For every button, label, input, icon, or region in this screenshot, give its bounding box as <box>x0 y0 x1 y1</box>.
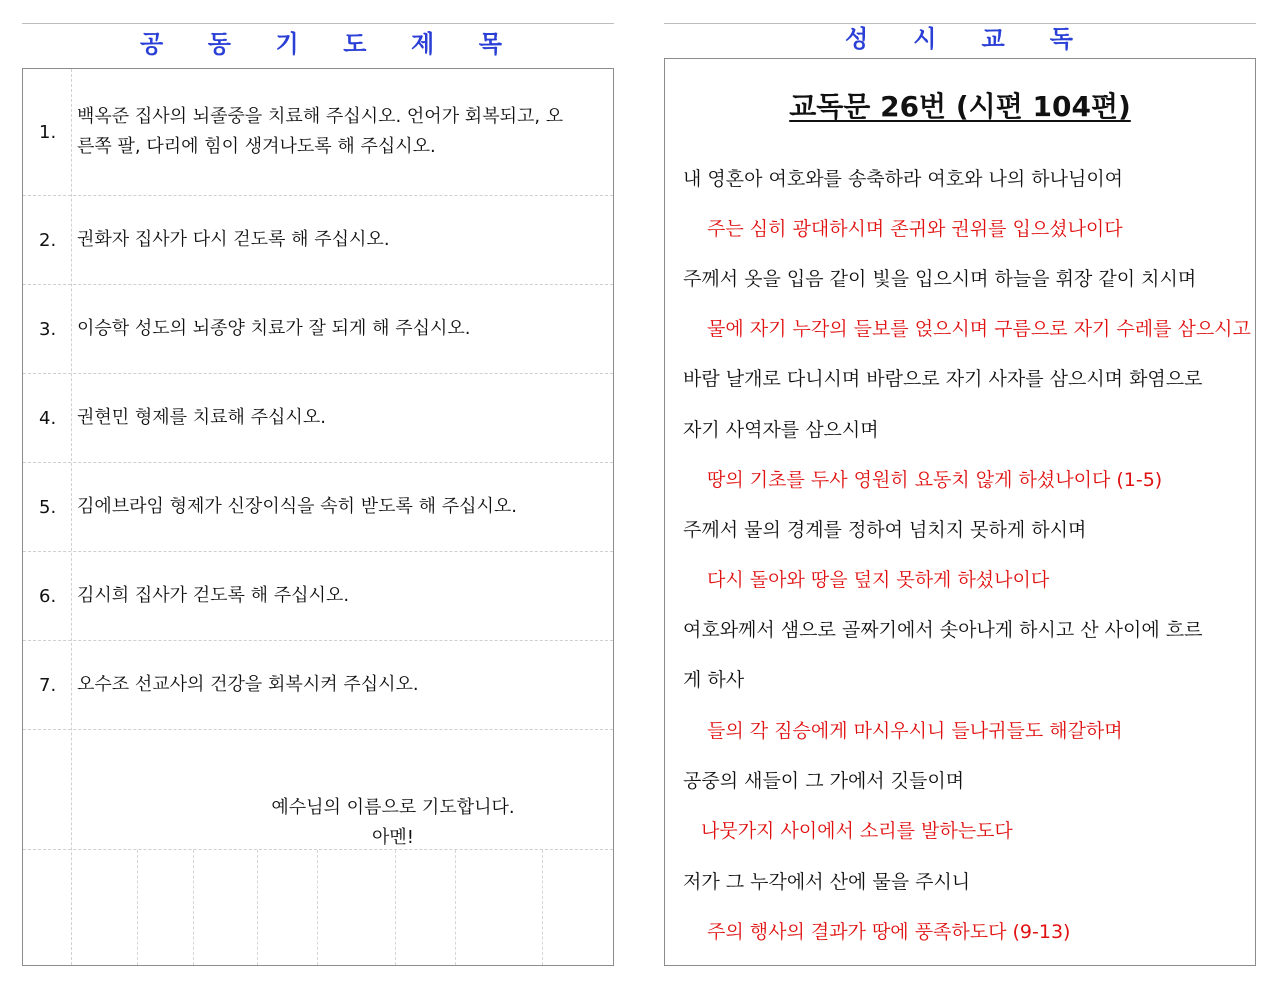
title-char: 성 <box>845 25 869 53</box>
prayer-item <box>23 196 613 285</box>
responsive-line-leader: 자기 사역자를 삼으시며 <box>683 419 879 441</box>
prayer-item <box>23 374 613 463</box>
title-char: 독 <box>1049 25 1073 53</box>
responsive-line-leader: 주께서 물의 경계를 정하여 넘치지 못하게 하시며 <box>683 519 1087 541</box>
responsive-line-congregation: 주의 행사의 결과가 땅에 풍족하도다 (9-13) <box>707 921 1071 943</box>
grid-line <box>193 850 194 965</box>
reading-title-text: 교독문 26번 (시편 104편) <box>789 90 1131 123</box>
responsive-line-congregation: 물에 자기 누각의 들보를 얹으시며 구름으로 자기 수레를 삼으시고 <box>707 318 1251 340</box>
prayer-section-title <box>140 30 502 58</box>
left-top-rule <box>22 23 614 24</box>
prayer-item <box>23 69 613 196</box>
prayer-text: 김에브라임 형제가 신장이식을 속히 받도록 해 주십시오. <box>77 496 517 517</box>
grid-line <box>257 850 258 965</box>
prayer-item <box>23 463 613 552</box>
responsive-line-leader: 게 하사 <box>683 669 745 691</box>
prayer-text: 권현민 형제를 치료해 주십시오. <box>77 407 326 428</box>
prayer-text: 이승학 성도의 뇌종양 치료가 잘 되게 해 주십시오. <box>77 318 471 339</box>
prayer-number: 2. <box>39 229 57 251</box>
closing-amen: 아멘! <box>372 827 414 848</box>
responsive-line-leader: 바람 날개로 다니시며 바람으로 자기 사자를 삼으시며 화염으로 <box>683 368 1203 390</box>
prayer-number: 6. <box>39 585 57 607</box>
title-char: 제 <box>411 30 435 58</box>
responsive-line-congregation: 땅의 기초를 두사 영원히 요동치 않게 하셨나이다 (1-5) <box>707 469 1163 491</box>
grid-line <box>317 850 318 965</box>
prayer-text: 김시희 집사가 걷도록 해 주십시오. <box>77 585 350 606</box>
reading-section-title <box>845 25 1073 53</box>
title-char: 목 <box>478 30 502 58</box>
grid-line <box>395 850 396 965</box>
grid-line <box>455 850 456 965</box>
title-char: 도 <box>343 30 367 58</box>
prayer-item <box>23 285 613 374</box>
responsive-line-leader: 공중의 새들이 그 가에서 깃들이며 <box>683 770 965 792</box>
right-top-rule <box>664 23 1256 24</box>
prayer-item <box>23 641 613 730</box>
closing-line: 예수님의 이름으로 기도합니다. <box>271 797 515 818</box>
responsive-line-leader: 내 영혼아 여호와를 송축하라 여호와 나의 하나님이여 <box>683 168 1124 190</box>
grid-line <box>542 850 543 965</box>
reading-box <box>664 58 1256 966</box>
prayer-list-box <box>22 68 614 966</box>
title-char: 교 <box>981 25 1005 53</box>
prayer-text: 권화자 집사가 다시 걷도록 해 주십시오. <box>77 229 390 250</box>
responsive-line-leader: 주께서 옷을 입음 같이 빛을 입으시며 하늘을 휘장 같이 치시며 <box>683 268 1197 290</box>
blank-grid <box>23 849 613 965</box>
prayer-number: 1. <box>39 121 57 143</box>
title-char: 기 <box>275 30 299 58</box>
closing-prayer <box>253 793 533 853</box>
prayer-number: 4. <box>39 407 57 429</box>
title-char: 공 <box>140 30 164 58</box>
prayer-text: 오수조 선교사의 건강을 회복시켜 주십시오. <box>77 674 419 695</box>
prayer-text: 백옥준 집사의 뇌졸중을 치료해 주십시오. 언어가 회복되고, 오른쪽 팔, 다리에 힘이 생겨나도록 해 주십시오. <box>77 106 564 157</box>
responsive-line-congregation: 들의 각 짐승에게 마시우시니 들나귀들도 해갈하며 <box>707 720 1123 742</box>
grid-line <box>137 850 138 965</box>
prayer-number: 5. <box>39 496 57 518</box>
responsive-line-congregation: 주는 심히 광대하시며 존귀와 권위를 입으셨나이다 <box>707 218 1123 240</box>
prayer-number: 3. <box>39 318 57 340</box>
reading-title <box>665 89 1255 125</box>
responsive-line-congregation: 다시 돌아와 땅을 덮지 못하게 하셨나이다 <box>707 569 1050 591</box>
prayer-number: 7. <box>39 674 57 696</box>
responsive-line-leader: 여호와께서 샘으로 골짜기에서 솟아나게 하시고 산 사이에 흐르 <box>683 619 1203 641</box>
title-char: 동 <box>207 30 231 58</box>
responsive-line-leader: 저가 그 누각에서 산에 물을 주시니 <box>683 871 971 893</box>
prayer-item <box>23 552 613 641</box>
responsive-line-congregation: 나뭇가지 사이에서 소리를 발하는도다 <box>701 820 1013 842</box>
title-char: 시 <box>913 25 937 53</box>
